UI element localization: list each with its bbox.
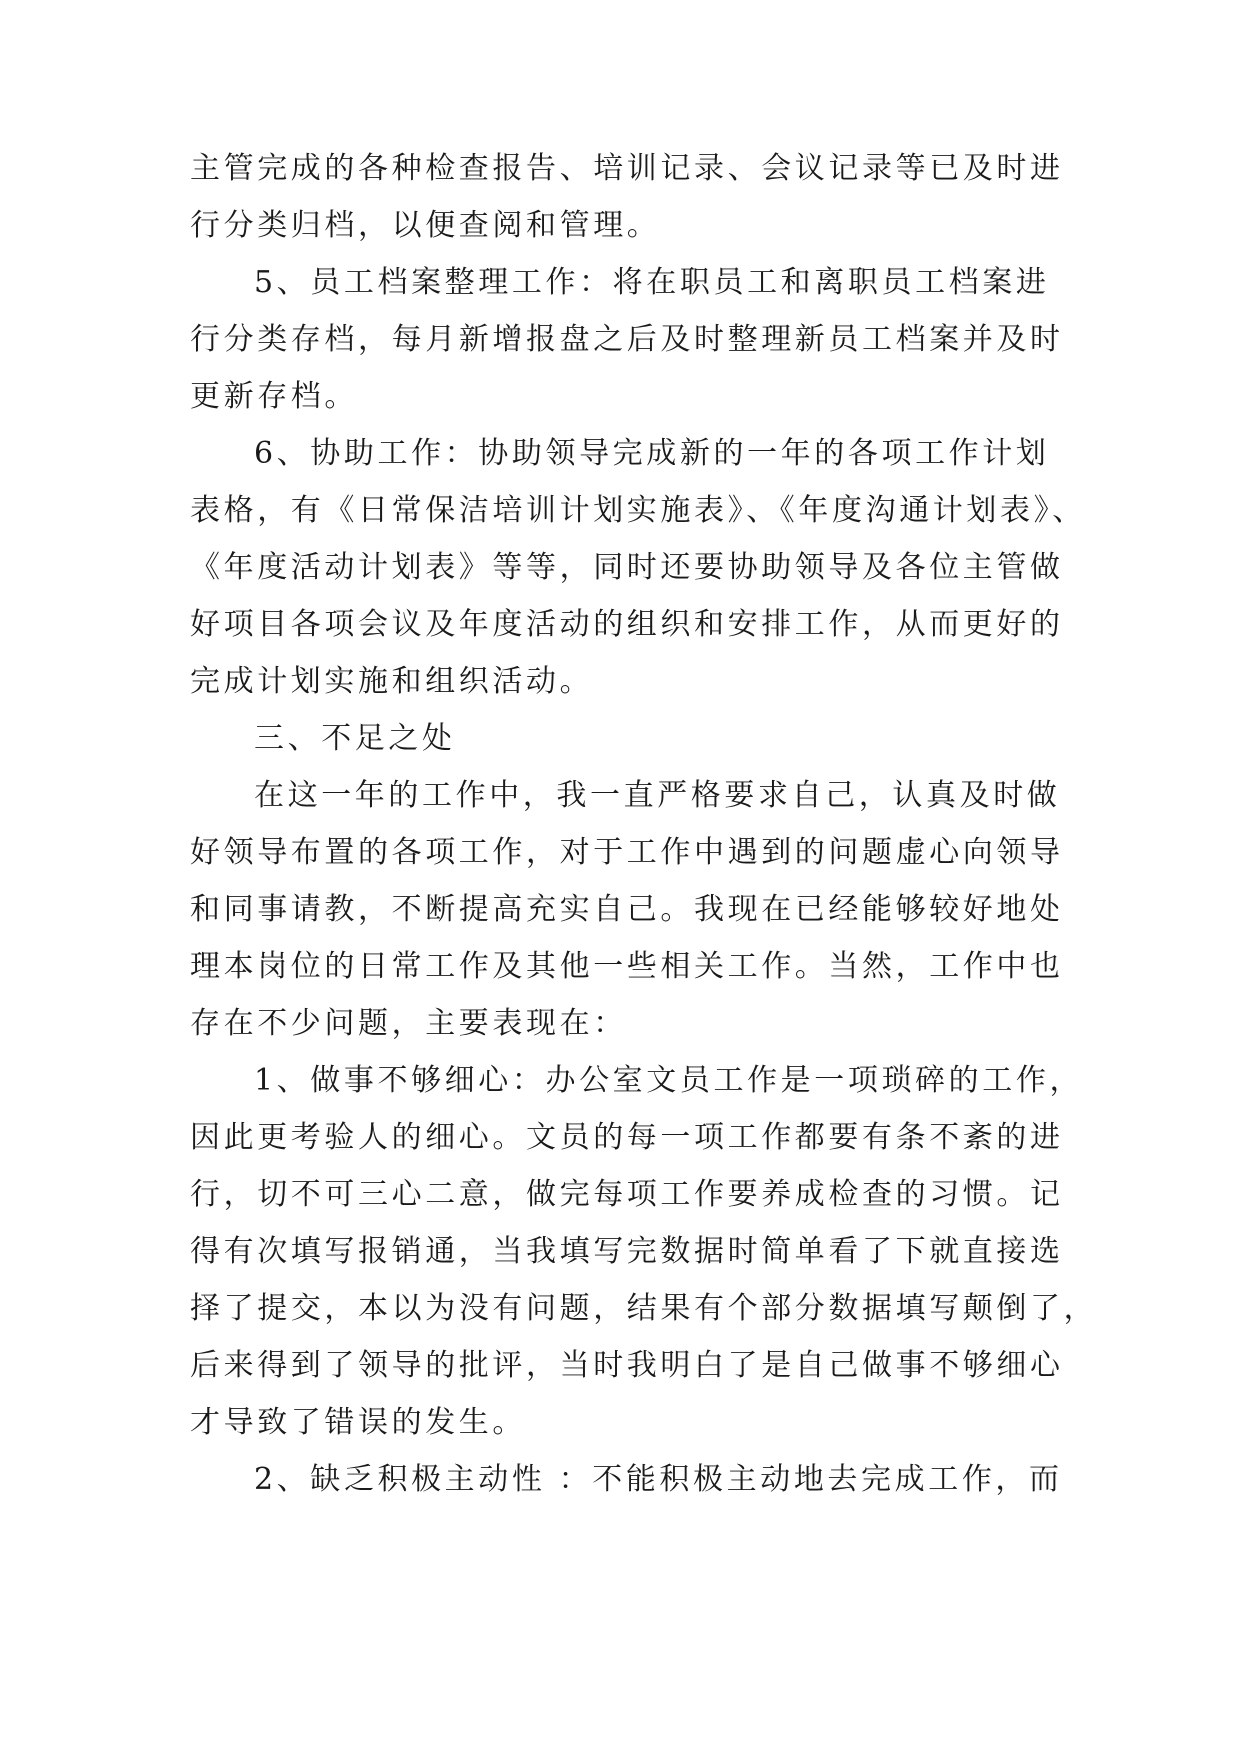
section-heading: 三、不足之处 [254, 721, 456, 756]
text-line: 存在不少问题，主要表现在： [190, 1006, 627, 1041]
text-line: 择了提交，本以为没有问题，结果有个部分数据填写颠倒了， [190, 1291, 1098, 1326]
text-line: 表格，有《日常保洁培训计划实施表》、《年度沟通计划表》、 [190, 493, 1086, 528]
paragraph-2-start: 2、缺乏积极主动性 ：不能积极主动地去完成工作，而 [254, 1462, 1063, 1497]
text-line: 得有次填写报销通，当我填写完数据时简单看了下就直接选 [190, 1234, 1064, 1269]
paragraph-6-start: 6、协助工作：协助领导完成新的一年的各项工作计划 [254, 436, 1050, 471]
text-line: 《年度活动计划表》等等，同时还要协助领导及各位主管做 [190, 550, 1064, 585]
text-line: 主管完成的各种检查报告、培训记录、会议记录等已及时进 [190, 151, 1064, 186]
text-line: 后来得到了领导的批评，当时我明白了是自己做事不够细心 [190, 1348, 1064, 1383]
paragraph-5-start: 5、员工档案整理工作：将在职员工和离职员工档案进 [254, 265, 1050, 300]
text-line: 行分类归档，以便查阅和管理。 [190, 208, 661, 243]
text-line: 才导致了错误的发生。 [190, 1405, 526, 1440]
text-line: 行，切不可三心二意，做完每项工作要养成检查的习惯。记 [190, 1177, 1064, 1212]
text-line: 好项目各项会议及年度活动的组织和安排工作，从而更好的 [190, 607, 1064, 642]
text-line: 和同事请教，不断提高充实自己。我现在已经能够较好地处 [190, 892, 1064, 927]
paragraph-1-start: 1、做事不够细心：办公室文员工作是一项琐碎的工作， [254, 1063, 1084, 1098]
text-line: 好领导布置的各项工作，对于工作中遇到的问题虚心向领导 [190, 835, 1064, 870]
text-line: 因此更考验人的细心。文员的每一项工作都要有条不紊的进 [190, 1120, 1064, 1155]
text-line: 行分类存档，每月新增报盘之后及时整理新员工档案并及时 [190, 322, 1064, 357]
text-line: 理本岗位的日常工作及其他一些相关工作。当然，工作中也 [190, 949, 1064, 984]
text-line: 更新存档。 [190, 379, 358, 414]
paragraph-start: 在这一年的工作中，我一直严格要求自己，认真及时做 [254, 778, 1061, 813]
text-line: 完成计划实施和组织活动。 [190, 664, 594, 699]
